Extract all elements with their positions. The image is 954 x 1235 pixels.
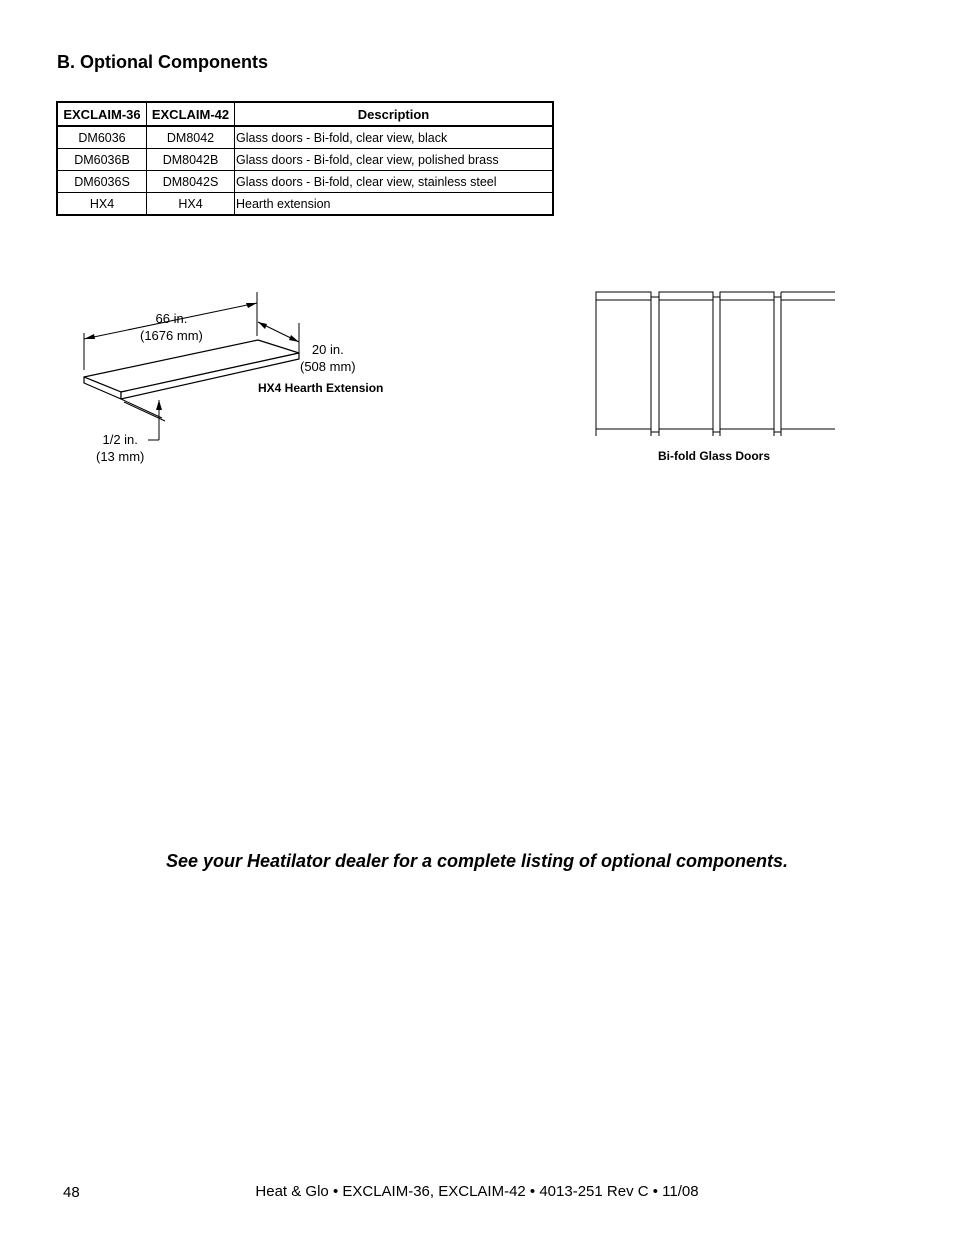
section-heading: B. Optional Components (57, 52, 268, 72)
part-exclaim-42: DM8042B (147, 149, 235, 171)
part-exclaim-42: DM8042S (147, 171, 235, 193)
part-exclaim-36: HX4 (57, 193, 147, 216)
bifold-glass-doors-drawing (0, 0, 954, 500)
part-description: Hearth extension (235, 193, 554, 216)
part-exclaim-42: HX4 (147, 193, 235, 216)
length-millimeters: (1676 mm) (140, 328, 203, 343)
thickness-millimeters: (13 mm) (96, 449, 145, 464)
part-exclaim-36: DM6036B (57, 149, 147, 171)
part-exclaim-36: DM6036S (57, 171, 147, 193)
header-exclaim-42: EXCLAIM-42 (147, 102, 235, 126)
header-description: Description (235, 102, 554, 126)
part-exclaim-36: DM6036 (57, 126, 147, 149)
thickness-inches: 1/2 in. (102, 432, 138, 447)
depth-millimeters: (508 mm) (300, 359, 356, 374)
part-exclaim-42: DM8042 (147, 126, 235, 149)
depth-inches: 20 in. (311, 342, 344, 357)
hearth-extension-caption: HX4 Hearth Extension (258, 381, 384, 395)
header-exclaim-36: EXCLAIM-36 (57, 102, 147, 126)
bifold-glass-doors-caption: Bi-fold Glass Doors (658, 449, 771, 463)
part-description: Glass doors - Bi-fold, clear view, black (235, 126, 554, 149)
part-description: Glass doors - Bi-fold, clear view, stainless steel (235, 171, 554, 193)
dealer-note: See your Heatilator dealer for a complete listing of optional components. (165, 851, 789, 871)
part-description: Glass doors - Bi-fold, clear view, polished brass (235, 149, 554, 171)
footer-text: Heat & Glo • EXCLAIM-36, EXCLAIM-42 • 4013-251 Rev C • 11/08 (255, 1183, 699, 1200)
length-inches: 66 in. (155, 311, 188, 326)
page-number: 48 (63, 1184, 80, 1201)
